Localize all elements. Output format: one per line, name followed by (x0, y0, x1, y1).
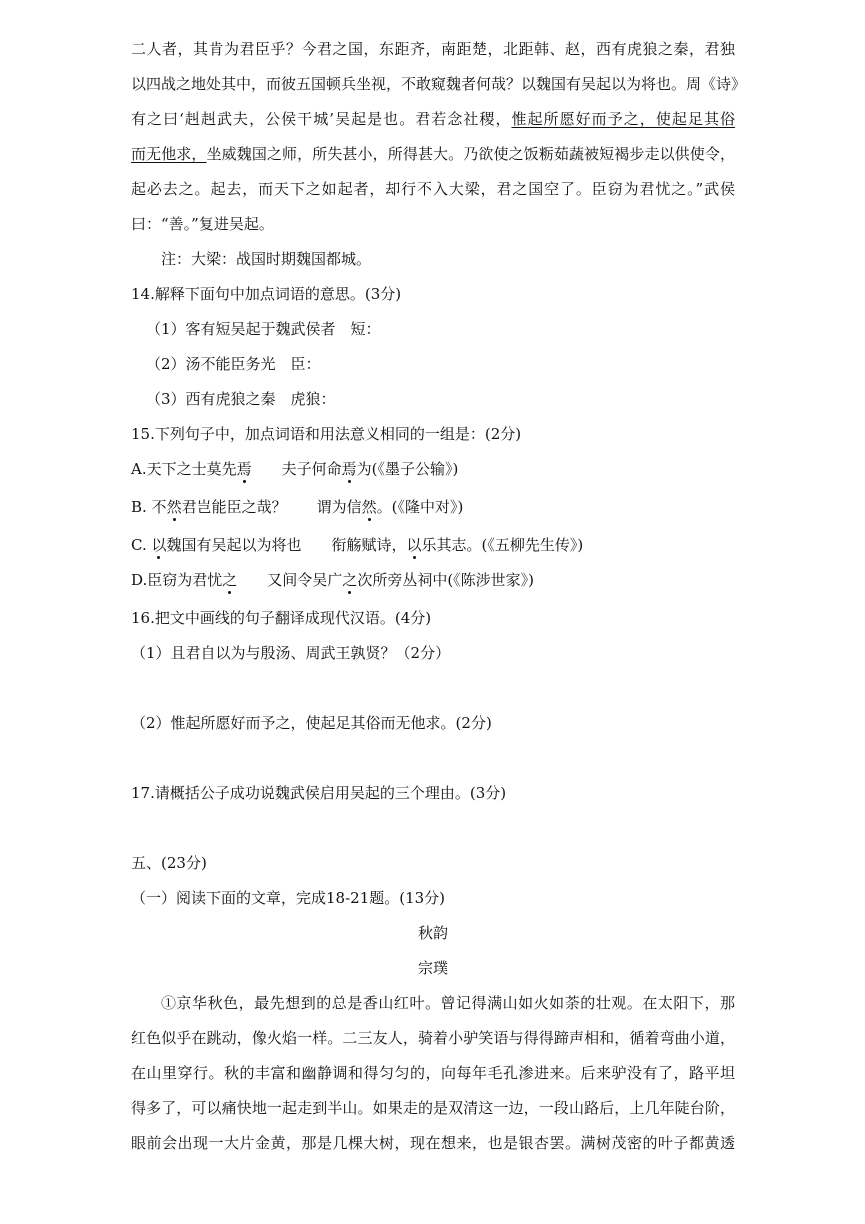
dotted-word: 之 (222, 571, 238, 589)
passage-line-6: 曰：“善。”复进吴起。 (131, 215, 274, 233)
passage-note: 注：大梁：战国时期魏国都城。 (161, 250, 372, 268)
question-14-item-2: （2）汤不能臣务光 臣： (146, 355, 321, 373)
option-text: 次所旁丛祠中(《陈涉世家》) (357, 571, 535, 589)
underlined-sentence: 惟起所愿好而予之，使起足其俗 (511, 110, 735, 128)
article-line-2: 红色似乎在跳动，像火焰一样。二三友人，骑着小驴笑语与得得蹄声相和，循着弯曲小道， (131, 1029, 735, 1047)
article-line-3: 在山里穿行。秋的丰富和幽静调和得匀匀的，向每年毛孔渗进来。后来驴没有了，路平坦 (131, 1064, 735, 1082)
question-15-title: 15.下列句子中，加点词语和用法意义相同的一组是：(2分) (131, 425, 522, 443)
dotted-word: 焉 (236, 460, 252, 478)
dotted-word: 之 (342, 571, 358, 589)
question-16-item-2: （2）惟起所愿好而予之，使起足其俗而无他求。(2分) (131, 714, 492, 732)
passage-line-1: 二人者，其肯为君臣乎？今君之国，东距齐，南距楚，北距韩、赵，西有虎狼之秦，君独 (131, 40, 735, 58)
question-17-title: 17.请概括公子成功说魏武侯启用吴起的三个理由。(3分) (131, 784, 507, 802)
question-14-title: 14.解释下面句中加点词语的意思。(3分) (131, 285, 402, 303)
option-text: 为(《墨子公输》) (356, 460, 459, 478)
dotted-word: 焉 (341, 460, 357, 478)
passage-line-2: 以四战之地处其中，而彼五国顿兵坐视，不敢窥魏者何哉？以魏国有吴起以为将也。周《诗》 (131, 75, 747, 93)
option-text: 乐其志。(《五柳先生传》) (421, 536, 584, 554)
article-author: 宗璞 (417, 959, 448, 977)
option-text: 又间令吴广 (237, 571, 343, 589)
article-line-5: 眼前会出现一大片金黄，那是几棵大树，现在想来，也是银杏罢。满树茂密的叶子都黄透 (131, 1134, 735, 1152)
question-15-option-b (131, 497, 463, 517)
passage-line-5: 起必去之。起去，而天下之如起者，却行不入大梁，君之国空了。臣窃为君忧之。”武侯 (131, 180, 735, 198)
dotted-word: 以 (406, 536, 422, 554)
question-15-option-d (131, 570, 534, 590)
dotted-word: 然 (361, 498, 377, 516)
option-text: A.天下之士莫先 (131, 460, 237, 478)
option-text: 夫子何命 (251, 460, 342, 478)
option-text: B. 不 (131, 498, 167, 516)
passage-text: 坐威魏国之师，所失甚小，所得甚大。乃欲使之饭粝茹蔬被短褐步走以供使令， (206, 145, 735, 163)
question-16-title: 16.把文中画线的句子翻译成现代汉语。(4分) (131, 609, 432, 627)
passage-text: 有之曰‘赳赳武夫，公侯干城’吴起是也。君若念社稷， (131, 110, 512, 128)
passage-line-4 (131, 144, 735, 164)
option-text: 君岂能臣之哉？ 谓为信 (181, 498, 362, 516)
article-line-1: ①京华秋色，最先想到的总是香山红叶。曾记得满山如火如荼的壮观。在太阳下，那 (161, 994, 735, 1012)
article-line-4: 得多了，可以痛快地一起走到半山。如果走的是双清这一边，一段山路后，上几年陡台阶， (131, 1099, 735, 1117)
question-15-option-a (131, 459, 458, 479)
option-text: D.臣窃为君忧 (131, 571, 223, 589)
option-text: 魏国有吴起以为将也 衔觞赋诗， (166, 536, 407, 554)
option-text: C. (131, 536, 152, 554)
section-5-subtitle: （一）阅读下面的文章，完成18-21题。(13分) (131, 889, 446, 907)
underlined-sentence: 而无他求， (131, 145, 207, 163)
question-14-item-1: （1）客有短吴起于魏武侯者 短： (146, 320, 381, 338)
option-text: 。(《隆中对》) (376, 498, 464, 516)
article-title: 秋韵 (417, 924, 448, 942)
passage-line-3 (131, 109, 735, 129)
section-5-title: 五、(23分) (131, 854, 207, 872)
dotted-word: 然 (166, 498, 182, 516)
dotted-word: 以 (151, 536, 167, 554)
question-16-item-1: （1）且君自以为与殷汤、周武王孰贤？（2分） (131, 644, 451, 662)
question-15-option-c (131, 535, 583, 555)
question-14-item-3: （3）西有虎狼之秦 虎狼： (146, 390, 336, 408)
